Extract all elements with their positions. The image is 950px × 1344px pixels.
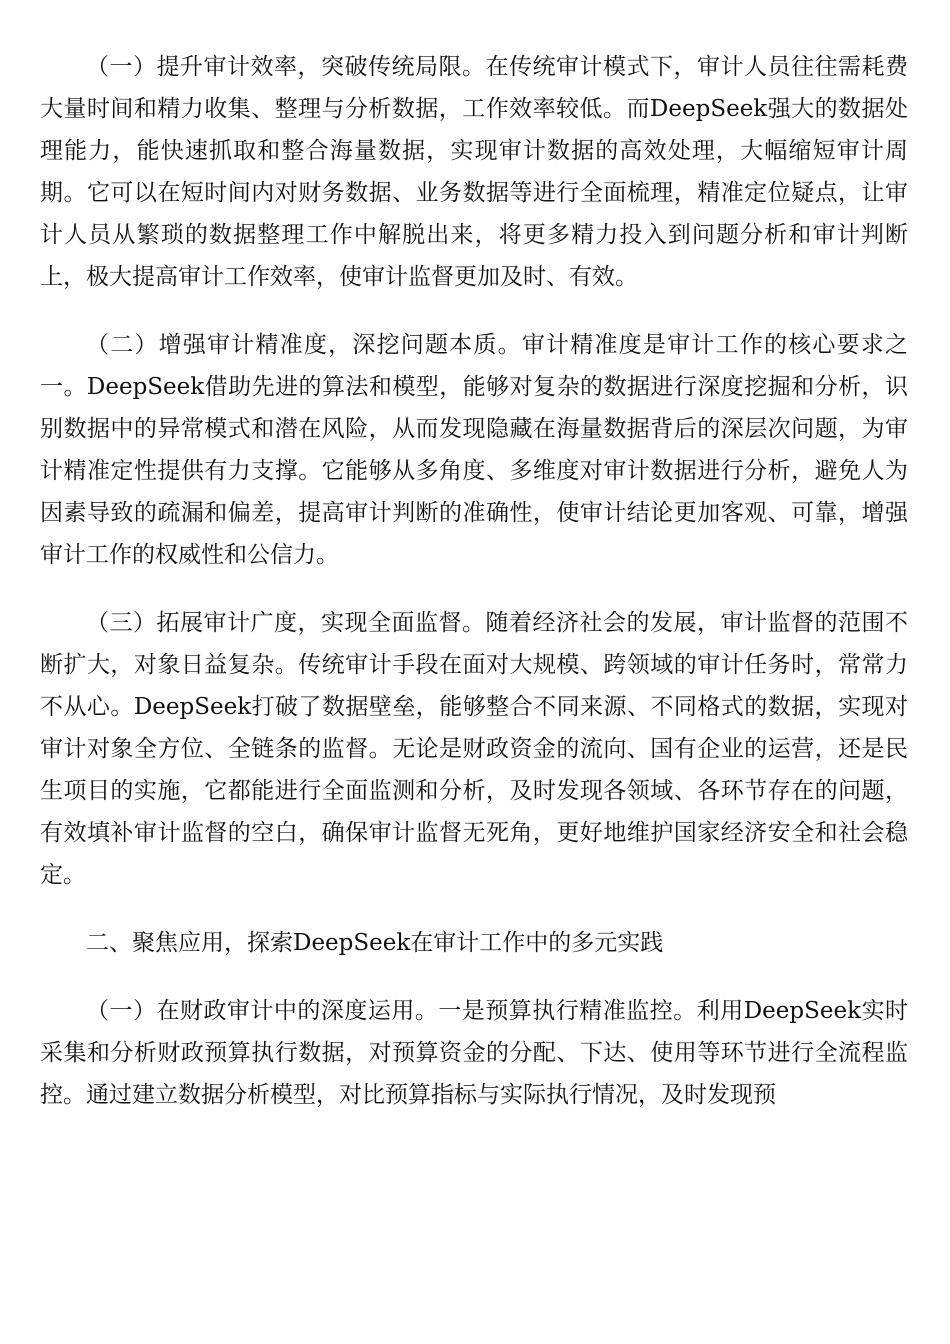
section-heading: 二、聚焦应用，探索DeepSeek在审计工作中的多元实践	[86, 930, 664, 956]
paragraph-improve-efficiency: （一）提升审计效率，突破传统局限。在传统审计模式下，审计人员往往需耗费大量时间和精力收集、整理与分析数据，工作效率较低。而DeepSeek强大的数据处理能力，能快速抓取和整合海量数据，实现审计数据的高效处理，大幅缩短审计周期。它可以在短时间内对财务数据、业务数据等进行全面梳理，精准定位疑点，让审计人员从繁琐的数据整理工作中解脱出来，将更多精力投入到问题分析和审计判断上，极大提高审计工作效率，使审计监督更加及时、有效。	[40, 54, 908, 290]
paragraph-enhance-accuracy: （二）增强审计精准度，深挖问题本质。审计精准度是审计工作的核心要求之一。DeepSeek借助先进的算法和模型，能够对复杂的数据进行深度挖掘和分析，识别数据中的异常模式和潜在风险，从而发现隐藏在海量数据背后的深层次问题，为审计精准定性提供有力支撑。它能够从多角度、多维度对审计数据进行分析，避免人为因素导致的疏漏和偏差，提高审计判断的准确性，使审计结论更加客观、可靠，增强审计工作的权威性和公信力。	[40, 332, 908, 568]
document-page	[40, 46, 908, 1142]
paragraph-expand-scope: （三）拓展审计广度，实现全面监督。随着经济社会的发展，审计监督的范围不断扩大，对象日益复杂。传统审计手段在面对大规模、跨领域的审计任务时，常常力不从心。DeepSeek打破了数据壁垒，能够整合不同来源、不同格式的数据，实现对审计对象全方位、全链条的监督。无论是财政资金的流向、国有企业的运营，还是民生项目的实施，它都能进行全面监测和分析，及时发现各领域、各环节存在的问题，有效填补审计监督的空白，确保审计监督无死角，更好地维护国家经济安全和社会稳定。	[40, 610, 908, 888]
paragraph-fiscal-audit: （一）在财政审计中的深度运用。一是预算执行精准监控。利用DeepSeek实时采集和分析财政预算执行数据，对预算资金的分配、下达、使用等环节进行全流程监控。通过建立数据分析模型，对比预算指标与实际执行情况，及时发现预	[40, 998, 908, 1108]
